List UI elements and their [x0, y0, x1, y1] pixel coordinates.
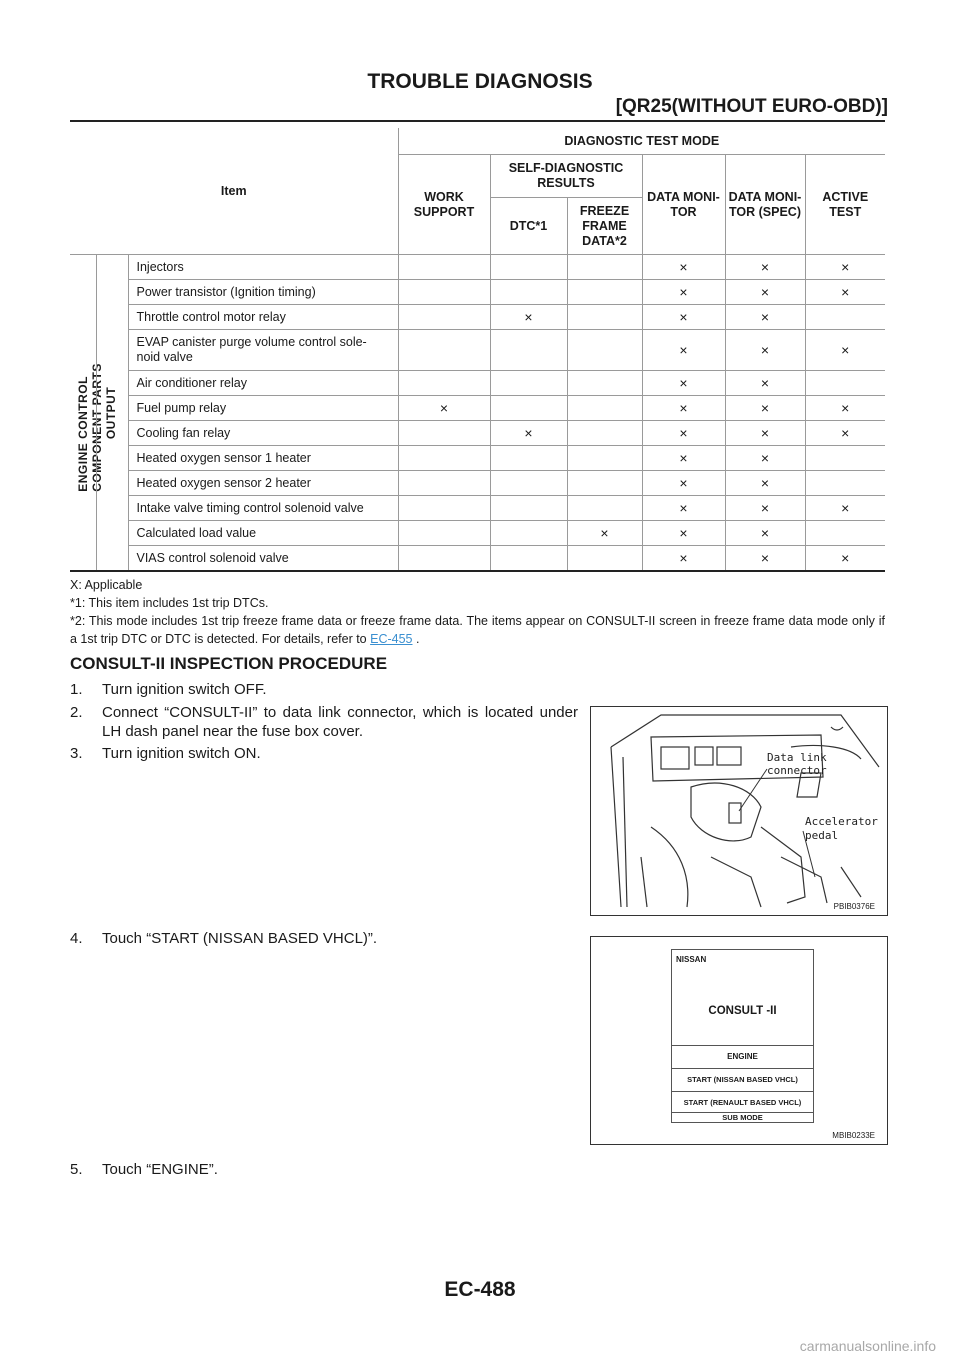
mark-cell: × [490, 305, 567, 330]
row-label: VIAS control solenoid valve [128, 546, 398, 572]
mark-cell: × [642, 446, 725, 471]
mark-cell [567, 446, 642, 471]
row-label: Heated oxygen sensor 2 heater [128, 471, 398, 496]
note-2-text: *2: This mode includes 1st trip freeze frame data or freeze frame data. The items appear on CONSULT-II screen in freeze frame data mode only if a 1st trip DTC or DTC is detected. For details, refer to [70, 614, 885, 646]
mark-cell [567, 305, 642, 330]
table-row [70, 280, 885, 305]
col-active-header: ACTIVE TEST [805, 155, 885, 255]
table-row [70, 496, 885, 521]
table-row [70, 305, 885, 330]
mark-cell [567, 496, 642, 521]
row-label: EVAP canister purge volume control sole-noid valve [128, 330, 398, 371]
col-freeze-header: FREEZE FRAME DATA*2 [567, 198, 642, 255]
step-text: Touch “START (NISSAN BASED VHCL)”. [102, 930, 378, 947]
mark-cell [490, 396, 567, 421]
mark-cell: × [805, 330, 885, 371]
step-item [70, 703, 578, 741]
mark-cell [490, 546, 567, 572]
mark-cell: × [642, 396, 725, 421]
mark-cell [567, 330, 642, 371]
mark-cell [490, 471, 567, 496]
watermark: carmanualsonline.info [799, 1338, 936, 1354]
mark-cell [567, 421, 642, 446]
mark-cell: × [642, 305, 725, 330]
mark-cell: × [642, 496, 725, 521]
mark-cell [805, 471, 885, 496]
col-work-header: WORK SUPPORT [398, 155, 490, 255]
mark-cell [398, 330, 490, 371]
row-label: Calculated load value [128, 521, 398, 546]
mark-cell [490, 330, 567, 371]
row-label: Injectors [128, 255, 398, 280]
table-row [70, 546, 885, 572]
mark-cell [567, 255, 642, 280]
mark-cell [398, 471, 490, 496]
step-item [70, 929, 578, 948]
table-row [70, 330, 885, 371]
mark-cell: × [725, 371, 805, 396]
mark-cell: × [642, 521, 725, 546]
ref-link[interactable]: EC-455 [370, 632, 413, 646]
consult-screen [671, 949, 814, 1123]
mark-cell: × [642, 330, 725, 371]
step-item [70, 680, 578, 699]
table-header-row [70, 128, 885, 155]
mark-cell: × [398, 396, 490, 421]
mark-cell: × [805, 280, 885, 305]
step-number: 4. [70, 930, 83, 947]
mark-cell [805, 305, 885, 330]
table-row [70, 446, 885, 471]
figure-code: MBIB0233E [832, 1131, 875, 1140]
mark-cell: × [725, 496, 805, 521]
table-row [70, 255, 885, 280]
page-subtitle: [QR25(WITHOUT EURO-OBD)] [615, 96, 888, 117]
figure-label-connector: Data link connector [767, 751, 827, 777]
table-row [70, 396, 885, 421]
mark-cell [490, 521, 567, 546]
col-monitor-header: DATA MONI- TOR [642, 155, 725, 255]
mark-cell: × [642, 371, 725, 396]
mark-cell [398, 371, 490, 396]
step-text: Turn ignition switch OFF. [102, 681, 267, 698]
figure-data-link-connector [590, 706, 888, 916]
mark-cell: × [642, 280, 725, 305]
mark-cell [805, 446, 885, 471]
mark-cell [398, 521, 490, 546]
mark-cell [398, 446, 490, 471]
note-1: *1: This item includes 1st trip DTCs. [70, 596, 269, 610]
mark-cell: × [805, 396, 885, 421]
mark-cell [567, 371, 642, 396]
mark-cell: × [805, 421, 885, 446]
step-text: Touch “ENGINE”. [102, 1161, 218, 1178]
mark-cell [567, 471, 642, 496]
mark-cell: × [725, 280, 805, 305]
mark-cell: × [642, 471, 725, 496]
table-row [70, 371, 885, 396]
page-title: TROUBLE DIAGNOSIS [367, 70, 593, 93]
step-item [70, 1160, 578, 1179]
figure-code: PBIB0376E [833, 902, 875, 911]
diagnostic-table [70, 128, 885, 572]
table-body [70, 255, 885, 572]
mark-cell: × [725, 396, 805, 421]
mark-cell: × [805, 496, 885, 521]
step-item [70, 744, 578, 763]
col-group-header: DIAGNOSTIC TEST MODE [398, 128, 885, 155]
table-row [70, 471, 885, 496]
mark-cell: × [725, 471, 805, 496]
mark-cell: × [725, 446, 805, 471]
mark-cell [490, 371, 567, 396]
row-label: Throttle control motor relay [128, 305, 398, 330]
table-row [70, 521, 885, 546]
group-label: ENGINE CONTROL COMPONENT PARTS [76, 362, 104, 492]
mark-cell [490, 255, 567, 280]
step-number: 2. [70, 704, 83, 721]
col-spec-header: DATA MONI- TOR (SPEC) [725, 155, 805, 255]
screen-title: CONSULT -II [708, 1005, 777, 1017]
note-2 [70, 612, 885, 648]
mark-cell [805, 521, 885, 546]
row-label: Intake valve timing control solenoid valve [128, 496, 398, 521]
sub-label-divider [96, 255, 97, 570]
mark-cell [398, 546, 490, 572]
mark-cell [398, 421, 490, 446]
mark-cell: × [642, 421, 725, 446]
section-title: CONSULT-II INSPECTION PROCEDURE [70, 654, 388, 673]
mark-cell [567, 546, 642, 572]
step-number: 3. [70, 745, 83, 762]
page-number: EC-488 [444, 1278, 516, 1301]
start-renault-button[interactable]: START (RENAULT BASED VHCL) [672, 1091, 813, 1113]
sub-label: OUTPUT [104, 386, 118, 439]
row-label: Power transistor (Ignition timing) [128, 280, 398, 305]
mark-cell: × [490, 421, 567, 446]
table-row [70, 421, 885, 446]
brand-label: NISSAN [676, 955, 707, 964]
figure-label-pedal: pedal [805, 829, 839, 842]
mark-cell: × [725, 521, 805, 546]
row-label: Heated oxygen sensor 1 heater [128, 446, 398, 471]
header-rule [70, 120, 885, 122]
mark-cell [805, 371, 885, 396]
mark-cell: × [725, 255, 805, 280]
mark-cell [567, 280, 642, 305]
row-label: Air conditioner relay [128, 371, 398, 396]
mark-cell [490, 446, 567, 471]
step-number: 5. [70, 1161, 83, 1178]
mark-cell: × [567, 521, 642, 546]
mark-cell: × [642, 546, 725, 572]
mark-cell [490, 496, 567, 521]
mark-cell: × [805, 255, 885, 280]
step-text: Turn ignition switch ON. [102, 745, 261, 762]
table-notes [70, 576, 885, 648]
row-label: Fuel pump relay [128, 396, 398, 421]
col-item-header: Item [70, 128, 398, 255]
mark-cell [567, 396, 642, 421]
mark-cell: × [725, 546, 805, 572]
mark-cell: × [725, 330, 805, 371]
col-dtc-header: DTC*1 [490, 198, 567, 255]
figure-consult-screen [590, 936, 888, 1145]
sub-mode-button[interactable]: SUB MODE [672, 1112, 813, 1123]
note-2-end: . [415, 632, 420, 646]
mark-cell: × [725, 305, 805, 330]
step-text: Connect “CONSULT-II” to data link connector, which is located under LH dash panel near the fuse box cover. [102, 704, 578, 740]
dash-panel-illustration [591, 707, 887, 915]
row-label: Cooling fan relay [128, 421, 398, 446]
mark-cell: × [805, 546, 885, 572]
col-self-header: SELF-DIAGNOSTIC RESULTS [490, 155, 642, 198]
engine-button[interactable]: ENGINE [672, 1045, 813, 1067]
mark-cell [398, 496, 490, 521]
mark-cell [398, 280, 490, 305]
mark-cell [490, 280, 567, 305]
mark-cell: × [642, 255, 725, 280]
start-nissan-button[interactable]: START (NISSAN BASED VHCL) [672, 1068, 813, 1090]
group-label-cell [70, 255, 128, 572]
note-applicable: X: Applicable [70, 578, 143, 592]
mark-cell [398, 255, 490, 280]
figure-label-pedal: Accelerator [805, 815, 878, 828]
mark-cell [398, 305, 490, 330]
mark-cell: × [725, 421, 805, 446]
step-number: 1. [70, 681, 83, 698]
